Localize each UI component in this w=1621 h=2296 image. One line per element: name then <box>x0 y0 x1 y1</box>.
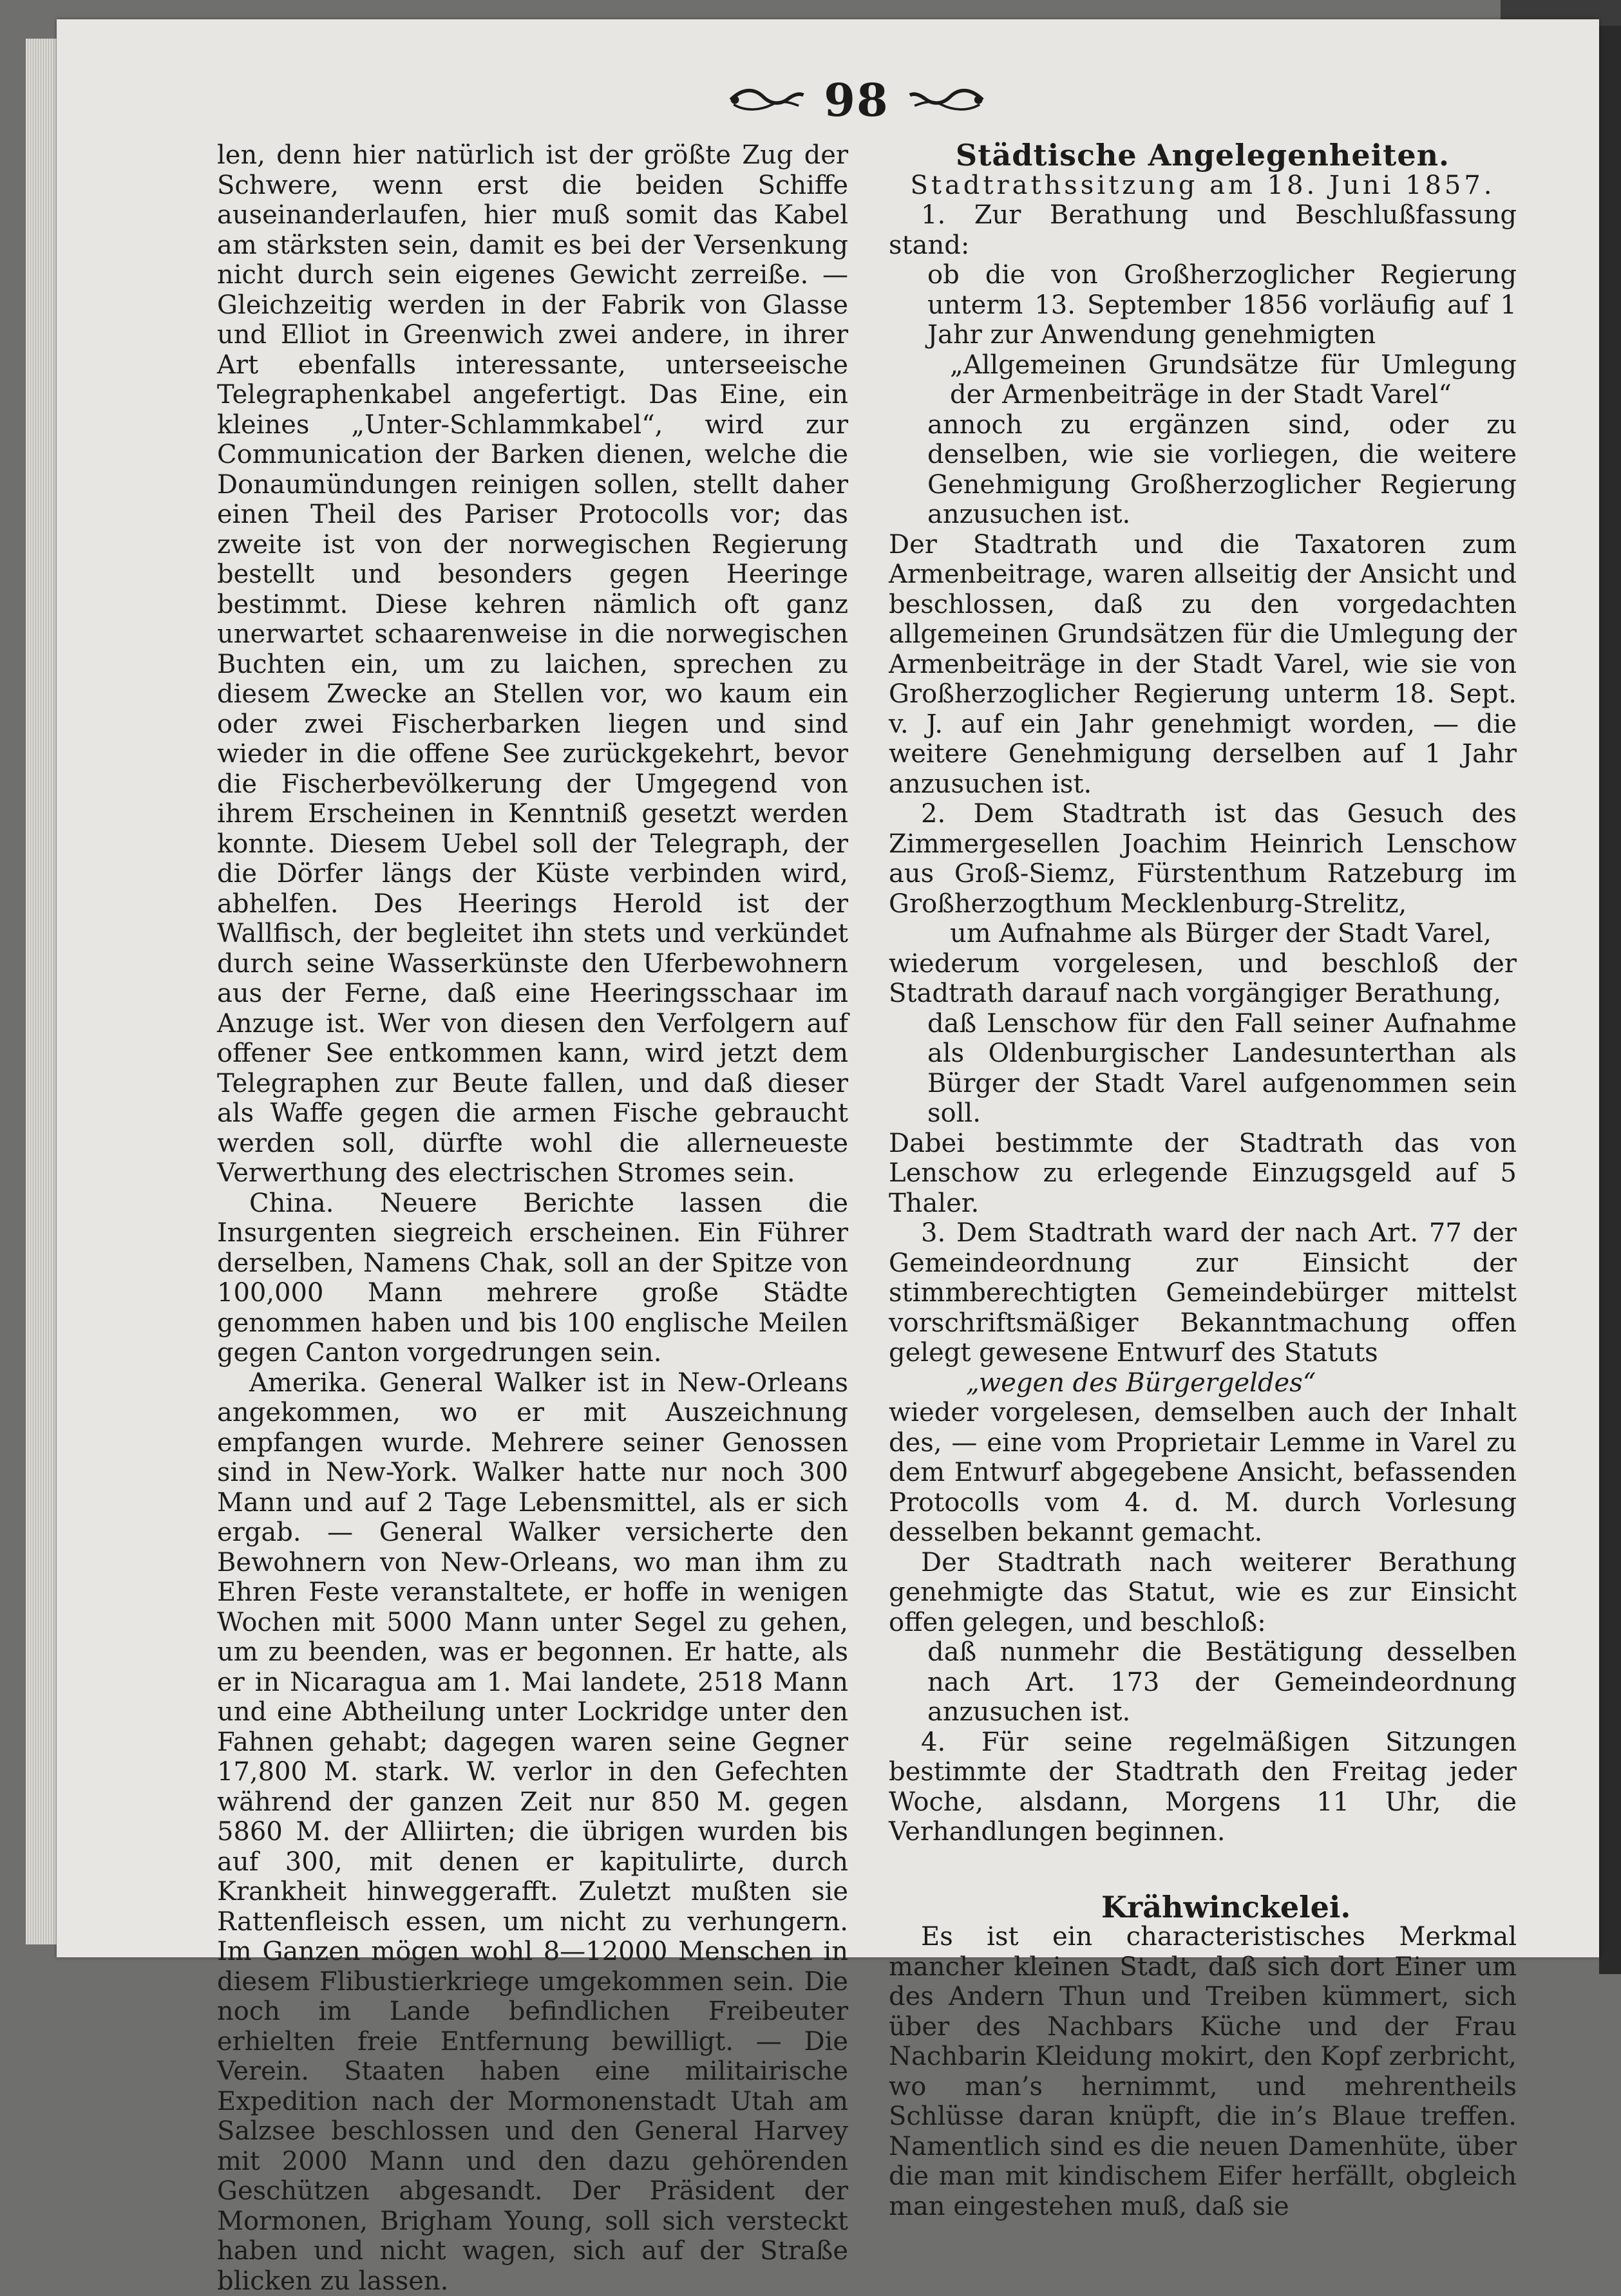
paragraph-krahwinckelei: Es ist ein characteristisches Merkmal mancher kleinen Stadt, daß sich dort Einer um des Andern Thun und Treiben kümmert, sich über des Nachbars Küche und der Frau Nachbarin Kleidung mokirt, den Kopf zerbricht, wo man’s hernimmt, und mehrentheils Schlüsse daran knüpft, die in’s Blaue treffen. Namentlich sind es die neuen Damenhüte, über die man mit kindischem Eifer herfällt, obgleich man eingestehen muß, daß sie <box>889 1922 1517 2221</box>
section-heading-krahwinckelei: Krähwinckelei. <box>889 1892 1517 1923</box>
page-header <box>728 64 985 135</box>
right-column <box>889 140 1517 2221</box>
item1-body: ob die von Großherzoglicher Regierung unterm 13. September 1856 vorläufig auf 1 Jahr zur Anwendung genehmigten <box>889 260 1517 350</box>
section-heading: Städtische Angelegenheiten. <box>889 140 1517 171</box>
item4: 4. Für seine regelmäßigen Sitzungen bestimmte der Stadtrath den Freitag jeder Woche, alsdann, Morgens 11 Uhr, die Verhandlungen beginnen. <box>889 1727 1517 1847</box>
item3-quote: „wegen des Bürgergeldes“ <box>889 1368 1517 1398</box>
session-heading: Stadtrathssitzung am 18. Juni 1857. <box>889 171 1517 201</box>
item2-quote: daß Lenschow für den Fall seiner Aufnahme als Oldenburgischer Landesunterthan als Bürger der Stadt Varel aufgenommen sein soll. <box>889 1009 1517 1129</box>
scan-background-right <box>1599 0 1621 1974</box>
item3-mid: wieder vorgelesen, demselben auch der Inhalt des, — eine vom Proprietair Lemme in Varel zu dem Entwurf abgegebene Ansicht, befassenden Protocolls vom 4. d. M. durch Vorlesung desselben bekannt gemacht. <box>889 1398 1517 1548</box>
paragraph-china: China. Neuere Berichte lassen die Insurgenten siegreich erscheinen. Ein Führer derselben, Namens Chak, soll an der Spitze von 100,000 Mann mehrere große Städte genommen haben und bis 100 englische Meilen gegen Canton vorgedrungen sein. <box>217 1189 848 1368</box>
item3-quote2: daß nunmehr die Bestätigung desselben nach Art. 173 der Gemeindeordnung anzusuchen ist. <box>889 1637 1517 1727</box>
item3-decision: Der Stadtrath nach weiterer Berathung genehmigte das Statut, wie es zur Einsicht offen gelegen, und beschloß: <box>889 1548 1517 1638</box>
item2-mid: wiederum vorgelesen, und beschloß der Stadtrath darauf nach vorgängiger Berathung, <box>889 949 1517 1009</box>
item3-intro: 3. Dem Stadtrath ward der nach Art. 77 der Gemeindeordnung zur Einsicht der stimmberechtigten Gemeindebürger mittelst vorschriftsmäßiger Bekanntmachung offen gelegt gewesene Entwurf des Statuts <box>889 1218 1517 1368</box>
paragraph-amerika: Amerika. General Walker ist in New-Orleans angekommen, wo er mit Auszeichnung empfangen wurde. Mehrere seiner Genossen sind in New-York. Walker hatte nur noch 300 Mann und auf 2 Tage Lebensmittel, als er sich ergab. — General Walker versicherte den Bewohnern von New-Orleans, wo man ihm zu Ehren Feste veranstaltete, er hoffe in wenigen Wochen mit 5000 Mann unter Segel zu gehen, um zu beenden, was er begonnen. Er hatte, als er in Nicaragua am 1. Mai landete, 2518 Mann und eine Abtheilung unter Lockridge unter den Fahnen gehabt; dagegen waren seine Gegner 17,800 M. stark. W. verlor in den Gefechten während der ganzen Zeit nur 850 M. gegen 5860 M. der Alliirten; die übrigen wurden bis auf 300, mit denen er kapitulirte, durch Krankheit hinweggerafft. Zuletzt mußten sie Rattenfleisch essen, um nicht zu verhungern. Im Ganzen mögen wohl 8—12000 Menschen in diesem Flibustierkriege umgekommen sein. Die noch im Lande befindlichen Freibeuter erhielten freie Entfernung bewilligt. — Die Verein. Staaten haben eine militairische Expedition nach der Mormonenstadt Utah am Salzsee beschlossen und den General Harvey mit 2000 Mann und den dazu gehörenden Geschützen abgesandt. Der Präsident der Mormonen, Brigham Young, soll sich versteckt haben und nicht wagen, sich auf der Straße blicken zu lassen. <box>217 1368 848 2296</box>
left-column <box>217 140 848 2296</box>
item1-intro: 1. Zur Berathung und Beschlußfassung stand: <box>889 200 1517 260</box>
item2-sub: um Aufnahme als Bürger der Stadt Varel, <box>889 919 1517 949</box>
item1-quote: „Allgemeinen Grundsätze für Umlegung der Armenbeiträge in der Stadt Varel“ <box>889 350 1517 410</box>
section-gap <box>889 1847 1517 1892</box>
item2-intro: 2. Dem Stadtrath ist das Gesuch des Zimmergesellen Joachim Heinrich Lenschow aus Groß-Siemz, Fürstenthum Ratzeburg im Großherzogthum Mecklenburg-Strelitz, <box>889 799 1517 919</box>
item2-end: Dabei bestimmte der Stadtrath das von Lenschow zu erlegende Einzugsgeld auf 5 Thaler. <box>889 1129 1517 1219</box>
right-ornament-icon <box>909 80 985 119</box>
left-ornament-icon <box>728 80 804 119</box>
item1-end: annoch zu ergänzen sind, oder zu denselben, wie sie vorliegen, die weitere Genehmigung Großherzoglicher Regierung anzusuchen ist. <box>889 410 1517 530</box>
page-number: 98 <box>824 73 889 127</box>
item1-decision: Der Stadtrath und die Taxatoren zum Armenbeitrage, waren allseitig der Ansicht und beschlossen, daß zu den vorgedachten allgemeinen Grundsätzen für die Umlegung der Armenbeiträge in der Stadt Varel, wie sie von Großherzoglicher Regierung unterm 18. Sept. v. J. auf ein Jahr genehmigt worden, — die weitere Genehmigung derselben auf 1 Jahr anzusuchen ist. <box>889 530 1517 800</box>
paragraph-telegraph: len, denn hier natürlich ist der größte Zug der Schwere, wenn erst die beiden Schiffe auseinanderlaufen, hier muß somit das Kabel am stärksten sein, damit es bei der Versenkung nicht durch sein eigenes Gewicht zerreiße. — Gleichzeitig werden in der Fabrik von Glasse und Elliot in Greenwich zwei andere, in ihrer Art ebenfalls interessante, unterseeische Telegraphenkabel angefertigt. Das Eine, ein kleines „Unter-Schlammkabel“, wird zur Communication der Barken dienen, welche die Donaumündungen reinigen sollen, stellt daher einen Theil des Pariser Protocolls vor; das zweite ist von der norwegischen Regierung bestellt und besonders gegen Heeringe bestimmt. Diese kehren nämlich oft ganz unerwartet schaarenweise in die norwegischen Buchten ein, um zu laichen, sprechen zu diesem Zwecke an Stellen vor, wo kaum ein oder zwei Fischerbarken liegen und sind wieder in die offene See zurückgekehrt, bevor die Fischerbevölkerung der Umgegend von ihrem Erscheinen in Kenntniß gesetzt werden konnte. Diesem Uebel soll der Telegraph, der die Dörfer längs der Küste verbinden wird, abhelfen. Des Heerings Herold ist der Wallfisch, der begleitet ihn stets und verkündet durch seine Wasserkünste den Uferbewohnern aus der Ferne, daß eine Heeringsschaar im Anzuge ist. Wer von diesen den Verfolgern auf offener See entkommen kann, wird jetzt dem Telegraphen zur Beute fallen, und daß dieser als Waffe gegen die armen Fische gebraucht werden soll, dürfte wohl die allerneueste Verwerthung des electrischen Stromes sein. <box>217 140 848 1189</box>
